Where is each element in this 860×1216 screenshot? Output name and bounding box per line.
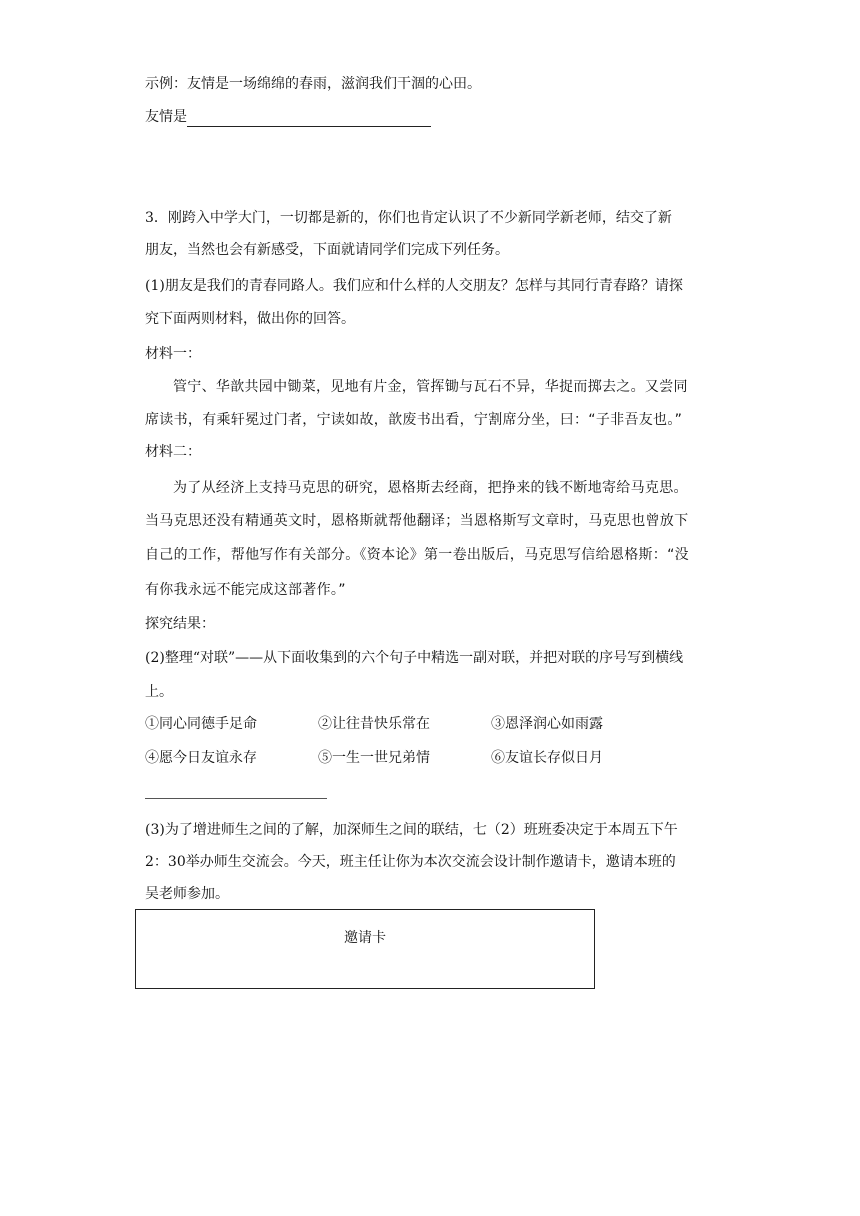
- friendship-answer-blank[interactable]: [187, 112, 431, 127]
- example-sentence: 示例：友情是一场绵绵的春雨，滋润我们干涸的心田。: [145, 76, 481, 92]
- material2-text-line2: 当马克思还没有精通英文时，恩格斯就帮他翻译；当恩格斯写文章时，马克思也曾放下: [145, 513, 689, 529]
- material2-text-line1: 为了从经济上支持马克思的研究，恩格斯去经商，把挣来的钱不断地寄给马克思。: [173, 480, 688, 496]
- material2-label: 材料二：: [145, 444, 201, 460]
- part2-question-line2: 上。: [145, 684, 173, 700]
- friendship-answer-prefix: 友情是: [145, 109, 187, 125]
- friendship-answer-line: [145, 107, 431, 127]
- material1-label: 材料一：: [145, 346, 201, 362]
- material2-text-line4: 有你我永远不能完成这部著作。”: [145, 582, 346, 598]
- material1-text-line1: 管宁、华歆共园中锄菜，见地有片金，管挥锄与瓦石不异，华捉而掷去之。又尝同: [173, 379, 688, 395]
- couplet-option-5: ⑤一生一世兄弟情: [318, 750, 430, 766]
- question3-intro-line1: 3．刚跨入中学大门，一切都是新的，你们也肯定认识了不少新同学新老师，结交了新: [145, 210, 672, 226]
- couplet-option-4: ④愿今日友谊永存: [145, 750, 257, 766]
- part1-question-line1: (1)朋友是我们的青春同路人。我们应和什么样的人交朋友？怎样与其同行青春路？请探: [145, 278, 683, 294]
- couplet-option-1: ①同心同德手足命: [145, 716, 257, 732]
- result-label: 探究结果：: [145, 616, 215, 632]
- invitation-card-box[interactable]: [135, 909, 595, 989]
- couplet-option-3: ③恩泽润心如雨露: [491, 716, 603, 732]
- material2-text-line3: 自己的工作，帮他写作有关部分。《资本论》第一卷出版后，马克思写信给恩格斯：“没: [145, 547, 689, 563]
- material1-text-line2: 席读书，有乘轩冕过门者，宁读如故，歆废书出看，宁割席分坐，曰：“子非吾友也。”: [145, 412, 683, 428]
- couplet-option-2: ②让往昔快乐常在: [318, 716, 430, 732]
- question3-intro-line2: 朋友，当然也会有新感受，下面就请同学们完成下列任务。: [145, 242, 509, 258]
- part3-question-line3: 吴老师参加。: [145, 886, 229, 902]
- couplet-answer-line[interactable]: [145, 798, 327, 799]
- invitation-card-title: 邀请卡: [344, 930, 386, 946]
- part3-question-line2: 2：30举办师生交流会。今天，班主任让你为本次交流会设计制作邀请卡，邀请本班的: [145, 854, 676, 870]
- part3-question-line1: (3)为了增进师生之间的了解，加深师生之间的联结，七（2）班班委决定于本周五下午: [145, 822, 678, 838]
- part1-question-line2: 究下面两则材料，做出你的回答。: [145, 311, 355, 327]
- couplet-option-6: ⑥友谊长存似日月: [491, 750, 603, 766]
- part2-question-line1: (2)整理“对联”——从下面收集到的六个句子中精选一副对联，并把对联的序号写到横线: [145, 650, 684, 666]
